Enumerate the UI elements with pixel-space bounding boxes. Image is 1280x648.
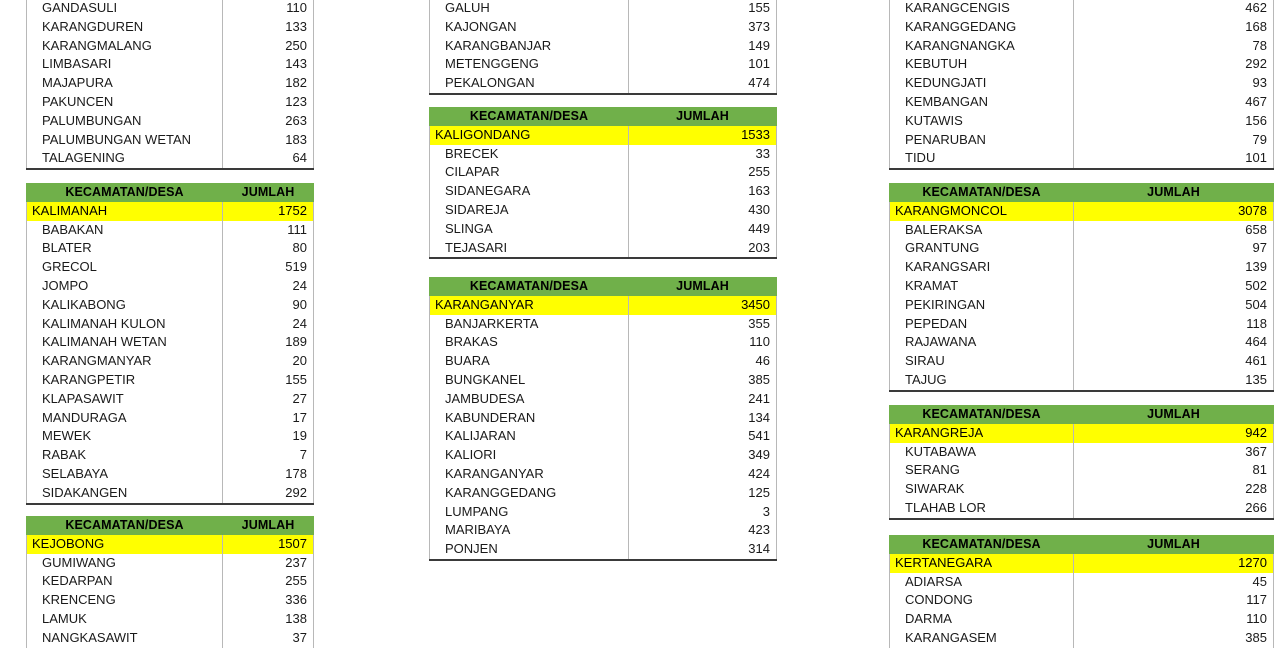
village-count-cell[interactable]: 228 [1074, 480, 1274, 499]
village-count-cell[interactable]: 97 [1074, 239, 1274, 258]
village-name-cell[interactable]: KARANGMANYAR [27, 352, 223, 371]
village-count-cell[interactable]: 658 [1074, 221, 1274, 240]
village-name-cell[interactable]: PENARUBAN [890, 131, 1074, 150]
village-count-cell[interactable]: 163 [629, 182, 777, 201]
village-count-cell[interactable]: 266 [1074, 499, 1274, 519]
table-row[interactable] [27, 131, 314, 150]
village-count-cell[interactable]: 462 [1074, 0, 1274, 18]
table-row[interactable] [890, 499, 1274, 519]
table-row[interactable] [27, 390, 314, 409]
table-header-row [430, 107, 777, 126]
table-row[interactable] [27, 629, 314, 648]
district-row[interactable] [890, 202, 1274, 221]
table-row[interactable] [430, 18, 777, 37]
village-count-cell[interactable]: 81 [1074, 461, 1274, 480]
village-name-cell[interactable]: KARANGNANGKA [890, 37, 1074, 56]
village-count-cell[interactable]: 237 [223, 554, 314, 573]
table-row[interactable] [27, 277, 314, 296]
table-row[interactable] [430, 315, 777, 334]
village-count-cell[interactable]: 110 [1074, 610, 1274, 629]
table-row[interactable] [890, 93, 1274, 112]
column-header-kecamatan-desa: KECAMATAN/DESA [430, 107, 629, 126]
table-karanganyar-continued [889, 0, 1274, 170]
village-name-cell[interactable]: JOMPO [27, 277, 223, 296]
village-name-cell[interactable]: MARIBAYA [430, 521, 629, 540]
table-row[interactable] [27, 465, 314, 484]
village-name-cell[interactable]: KLAPASAWIT [27, 390, 223, 409]
district-name-cell[interactable]: KARANGREJA [890, 424, 1074, 443]
village-name-cell[interactable]: KUTABAWA [890, 443, 1074, 462]
village-count-cell[interactable]: 373 [629, 18, 777, 37]
village-count-cell[interactable]: 33 [629, 145, 777, 164]
village-name-cell[interactable]: RABAK [27, 446, 223, 465]
table-header-row [890, 183, 1274, 202]
village-count-cell[interactable]: 117 [1074, 591, 1274, 610]
village-name-cell[interactable]: SLINGA [430, 220, 629, 239]
village-name-cell[interactable]: BRECEK [430, 145, 629, 164]
village-name-cell[interactable]: KALIKABONG [27, 296, 223, 315]
table-row[interactable] [27, 446, 314, 465]
village-count-cell[interactable]: 155 [629, 0, 777, 18]
table-row[interactable] [430, 540, 777, 560]
village-name-cell[interactable]: TLAHAB LOR [890, 499, 1074, 519]
table-row[interactable] [430, 521, 777, 540]
column-header-kecamatan-desa: KECAMATAN/DESA [890, 405, 1074, 424]
village-name-cell[interactable]: CONDONG [890, 591, 1074, 610]
village-count-cell[interactable]: 118 [1074, 315, 1274, 334]
village-count-cell[interactable]: 110 [223, 0, 314, 18]
district-name-cell[interactable]: KARANGANYAR [430, 296, 629, 315]
district-name-cell[interactable]: KEJOBONG [27, 535, 223, 554]
village-name-cell[interactable]: PAKUNCEN [27, 93, 223, 112]
village-name-cell[interactable]: KRAMAT [890, 277, 1074, 296]
village-name-cell[interactable]: MEWEK [27, 427, 223, 446]
table-header-row [430, 277, 777, 296]
village-count-cell[interactable]: 314 [629, 540, 777, 560]
table-row[interactable] [890, 239, 1274, 258]
village-name-cell[interactable]: MANDURAGA [27, 409, 223, 428]
table-row[interactable] [430, 484, 777, 503]
district-total-cell[interactable]: 1270 [1074, 554, 1274, 573]
table-row[interactable] [27, 409, 314, 428]
village-name-cell[interactable]: KRENCENG [27, 591, 223, 610]
column-header-kecamatan-desa: KECAMATAN/DESA [890, 535, 1074, 554]
table-row[interactable] [890, 131, 1274, 150]
table-row[interactable] [430, 409, 777, 428]
table-row[interactable] [27, 371, 314, 390]
table-row[interactable] [27, 239, 314, 258]
village-count-cell[interactable]: 20 [223, 352, 314, 371]
village-name-cell[interactable]: TALAGENING [27, 149, 223, 169]
village-count-cell[interactable]: 203 [629, 239, 777, 259]
column-header-jumlah: JUMLAH [223, 183, 314, 202]
village-count-cell[interactable]: 156 [1074, 112, 1274, 131]
table-row[interactable] [430, 446, 777, 465]
village-count-cell[interactable]: 250 [223, 37, 314, 56]
village-count-cell[interactable]: 255 [223, 572, 314, 591]
village-name-cell[interactable]: PEKALONGAN [430, 74, 629, 94]
table-row[interactable] [890, 629, 1274, 648]
village-count-cell[interactable]: 90 [223, 296, 314, 315]
village-count-cell[interactable]: 110 [629, 333, 777, 352]
village-name-cell[interactable]: LUMPANG [430, 503, 629, 522]
village-count-cell[interactable]: 263 [223, 112, 314, 131]
column-header-jumlah: JUMLAH [629, 277, 777, 296]
village-name-cell[interactable]: DARMA [890, 610, 1074, 629]
village-count-cell[interactable]: 123 [223, 93, 314, 112]
table-row[interactable] [890, 352, 1274, 371]
village-count-cell[interactable]: 64 [223, 149, 314, 169]
table-row[interactable] [27, 333, 314, 352]
village-count-cell[interactable]: 45 [1074, 573, 1274, 592]
table-row[interactable] [890, 0, 1274, 18]
village-name-cell[interactable]: KALIMANAH WETAN [27, 333, 223, 352]
village-count-cell[interactable]: 46 [629, 352, 777, 371]
village-name-cell[interactable]: PONJEN [430, 540, 629, 560]
table-row[interactable] [890, 591, 1274, 610]
table-row[interactable] [27, 258, 314, 277]
village-name-cell[interactable]: RAJAWANA [890, 333, 1074, 352]
village-count-cell[interactable]: 143 [223, 55, 314, 74]
table-row[interactable] [430, 390, 777, 409]
village-count-cell[interactable]: 183 [223, 131, 314, 150]
column-header-kecamatan-desa: KECAMATAN/DESA [27, 183, 223, 202]
district-row[interactable] [890, 424, 1274, 443]
village-count-cell[interactable]: 27 [223, 390, 314, 409]
village-count-cell[interactable]: 24 [223, 277, 314, 296]
table-row[interactable] [430, 220, 777, 239]
village-count-cell[interactable]: 168 [1074, 18, 1274, 37]
table-karangmoncol-continued [26, 0, 314, 170]
village-name-cell[interactable]: BANJARKERTA [430, 315, 629, 334]
table-row[interactable] [27, 610, 314, 629]
village-count-cell[interactable]: 78 [1074, 37, 1274, 56]
table-row[interactable] [890, 74, 1274, 93]
district-name-cell[interactable]: KALIMANAH [27, 202, 223, 221]
village-name-cell[interactable]: PEKIRINGAN [890, 296, 1074, 315]
table-row[interactable] [890, 277, 1274, 296]
village-name-cell[interactable]: GANDASULI [27, 0, 223, 18]
column-header-jumlah: JUMLAH [1074, 535, 1274, 554]
village-count-cell[interactable]: 37 [223, 629, 314, 648]
village-count-cell[interactable]: 189 [223, 333, 314, 352]
village-name-cell[interactable]: KARANGPETIR [27, 371, 223, 390]
column-header-jumlah: JUMLAH [223, 516, 314, 535]
village-count-cell[interactable]: 241 [629, 390, 777, 409]
table-row[interactable] [890, 333, 1274, 352]
village-name-cell[interactable]: SIDAREJA [430, 201, 629, 220]
table-header-row [890, 535, 1274, 554]
village-count-cell[interactable]: 336 [223, 591, 314, 610]
village-count-cell[interactable]: 139 [1074, 258, 1274, 277]
village-name-cell[interactable]: SIWARAK [890, 480, 1074, 499]
column-header-kecamatan-desa: KECAMATAN/DESA [430, 277, 629, 296]
village-count-cell[interactable]: 430 [629, 201, 777, 220]
village-count-cell[interactable]: 182 [223, 74, 314, 93]
table-row[interactable] [430, 333, 777, 352]
table-row[interactable] [890, 55, 1274, 74]
table-header-row [27, 516, 314, 535]
village-name-cell[interactable]: KARANGASEM [890, 629, 1074, 648]
table-row[interactable] [27, 315, 314, 334]
village-name-cell[interactable]: SIDANEGARA [430, 182, 629, 201]
table-row[interactable] [27, 221, 314, 240]
village-count-cell[interactable]: 133 [223, 18, 314, 37]
table-row[interactable] [430, 74, 777, 94]
table-row[interactable] [430, 239, 777, 259]
table-row[interactable] [890, 461, 1274, 480]
village-count-cell[interactable]: 424 [629, 465, 777, 484]
village-name-cell[interactable]: BRAKAS [430, 333, 629, 352]
table-kertanegara [889, 535, 1274, 648]
village-count-cell[interactable]: 19 [223, 427, 314, 446]
district-row[interactable] [890, 554, 1274, 573]
table-row[interactable] [27, 352, 314, 371]
table-row[interactable] [890, 296, 1274, 315]
village-name-cell[interactable]: LAMUK [27, 610, 223, 629]
village-name-cell[interactable]: GUMIWANG [27, 554, 223, 573]
village-count-cell[interactable]: 138 [223, 610, 314, 629]
village-name-cell[interactable]: BABAKAN [27, 221, 223, 240]
village-name-cell[interactable]: KAJONGAN [430, 18, 629, 37]
table-row[interactable] [890, 573, 1274, 592]
village-count-cell[interactable]: 449 [629, 220, 777, 239]
village-count-cell[interactable]: 355 [629, 315, 777, 334]
table-row[interactable] [430, 37, 777, 56]
district-total-cell[interactable]: 942 [1074, 424, 1274, 443]
village-name-cell[interactable]: KALIJARAN [430, 427, 629, 446]
village-name-cell[interactable]: GRANTUNG [890, 239, 1074, 258]
district-row[interactable] [27, 202, 314, 221]
table-kalimanah-continued [429, 0, 777, 95]
village-count-cell[interactable]: 93 [1074, 74, 1274, 93]
table-row[interactable] [890, 443, 1274, 462]
table-row[interactable] [27, 572, 314, 591]
village-count-cell[interactable]: 178 [223, 465, 314, 484]
district-name-cell[interactable]: KERTANEGARA [890, 554, 1074, 573]
table-kalimanah [26, 183, 314, 505]
village-count-cell[interactable]: 292 [223, 484, 314, 504]
village-name-cell[interactable]: KUTAWIS [890, 112, 1074, 131]
village-name-cell[interactable]: KARANGGEDANG [890, 18, 1074, 37]
village-count-cell[interactable]: 423 [629, 521, 777, 540]
village-count-cell[interactable]: 292 [1074, 55, 1274, 74]
village-name-cell[interactable]: GRECOL [27, 258, 223, 277]
column-header-jumlah: JUMLAH [629, 107, 777, 126]
table-kaligondang [429, 107, 777, 259]
table-row[interactable] [430, 427, 777, 446]
village-name-cell[interactable]: BUARA [430, 352, 629, 371]
table-row[interactable] [430, 0, 777, 18]
village-count-cell[interactable]: 125 [629, 484, 777, 503]
village-count-cell[interactable]: 80 [223, 239, 314, 258]
district-row[interactable] [430, 296, 777, 315]
village-count-cell[interactable]: 502 [1074, 277, 1274, 296]
table-karangreja [889, 405, 1274, 520]
village-name-cell[interactable]: JAMBUDESA [430, 390, 629, 409]
village-name-cell[interactable]: KARANGCENGIS [890, 0, 1074, 18]
village-name-cell[interactable]: BUNGKANEL [430, 371, 629, 390]
village-count-cell[interactable]: 134 [629, 409, 777, 428]
village-count-cell[interactable]: 367 [1074, 443, 1274, 462]
village-count-cell[interactable]: 135 [1074, 371, 1274, 391]
village-count-cell[interactable]: 385 [629, 371, 777, 390]
table-row[interactable] [890, 258, 1274, 277]
village-name-cell[interactable]: BALERAKSA [890, 221, 1074, 240]
village-name-cell[interactable]: ADIARSA [890, 573, 1074, 592]
village-name-cell[interactable]: CILAPAR [430, 163, 629, 182]
village-name-cell[interactable]: KALIMANAH KULON [27, 315, 223, 334]
table-row[interactable] [430, 201, 777, 220]
column-header-kecamatan-desa: KECAMATAN/DESA [27, 516, 223, 535]
village-count-cell[interactable]: 464 [1074, 333, 1274, 352]
village-name-cell[interactable]: SELABAYA [27, 465, 223, 484]
village-count-cell[interactable]: 255 [629, 163, 777, 182]
village-name-cell[interactable]: LIMBASARI [27, 55, 223, 74]
table-karangmoncol [889, 183, 1274, 392]
village-count-cell[interactable]: 461 [1074, 352, 1274, 371]
village-name-cell[interactable]: KEBUTUH [890, 55, 1074, 74]
table-row[interactable] [27, 112, 314, 131]
table-row[interactable] [27, 296, 314, 315]
table-row[interactable] [890, 371, 1274, 391]
table-row[interactable] [430, 371, 777, 390]
village-count-cell[interactable]: 155 [223, 371, 314, 390]
village-name-cell[interactable]: KARANGSARI [890, 258, 1074, 277]
village-name-cell[interactable]: KEMBANGAN [890, 93, 1074, 112]
district-total-cell[interactable]: 1507 [223, 535, 314, 554]
table-row[interactable] [890, 315, 1274, 334]
table-kejobong [26, 516, 314, 648]
village-name-cell[interactable]: KEDARPAN [27, 572, 223, 591]
table-row[interactable] [890, 610, 1274, 629]
village-count-cell[interactable]: 519 [223, 258, 314, 277]
village-name-cell[interactable]: KARANGMALANG [27, 37, 223, 56]
village-count-cell[interactable]: 7 [223, 446, 314, 465]
village-name-cell[interactable]: TEJASARI [430, 239, 629, 259]
table-row[interactable] [890, 221, 1274, 240]
village-name-cell[interactable]: TIDU [890, 149, 1074, 169]
village-name-cell[interactable]: GALUH [430, 0, 629, 18]
village-count-cell[interactable]: 101 [629, 55, 777, 74]
village-count-cell[interactable]: 385 [1074, 629, 1274, 648]
table-row[interactable] [27, 93, 314, 112]
village-name-cell[interactable]: PALUMBUNGAN WETAN [27, 131, 223, 150]
village-count-cell[interactable]: 474 [629, 74, 777, 94]
village-name-cell[interactable]: KARANGANYAR [430, 465, 629, 484]
district-row[interactable] [430, 126, 777, 145]
village-name-cell[interactable]: PEPEDAN [890, 315, 1074, 334]
column-header-jumlah: JUMLAH [1074, 183, 1274, 202]
village-count-cell[interactable]: 24 [223, 315, 314, 334]
table-row[interactable] [890, 112, 1274, 131]
village-name-cell[interactable]: TAJUG [890, 371, 1074, 391]
village-name-cell[interactable]: MAJAPURA [27, 74, 223, 93]
table-row[interactable] [890, 149, 1274, 169]
table-row[interactable] [27, 427, 314, 446]
village-name-cell[interactable]: SIDAKANGEN [27, 484, 223, 504]
district-name-cell[interactable]: KALIGONDANG [430, 126, 629, 145]
village-name-cell[interactable]: KEDUNGJATI [890, 74, 1074, 93]
village-count-cell[interactable]: 149 [629, 37, 777, 56]
table-row[interactable] [27, 37, 314, 56]
table-row[interactable] [27, 554, 314, 573]
table-row[interactable] [27, 484, 314, 504]
village-name-cell[interactable]: NANGKASAWIT [27, 629, 223, 648]
village-name-cell[interactable]: PALUMBUNGAN [27, 112, 223, 131]
table-row[interactable] [27, 18, 314, 37]
village-count-cell[interactable]: 3 [629, 503, 777, 522]
village-name-cell[interactable]: SERANG [890, 461, 1074, 480]
village-count-cell[interactable]: 111 [223, 221, 314, 240]
village-name-cell[interactable]: SIRAU [890, 352, 1074, 371]
village-name-cell[interactable]: KARANGBANJAR [430, 37, 629, 56]
village-name-cell[interactable]: KABUNDERAN [430, 409, 629, 428]
village-count-cell[interactable]: 504 [1074, 296, 1274, 315]
table-row[interactable] [430, 163, 777, 182]
table-row[interactable] [430, 465, 777, 484]
village-name-cell[interactable]: BLATER [27, 239, 223, 258]
village-count-cell[interactable]: 541 [629, 427, 777, 446]
village-count-cell[interactable]: 467 [1074, 93, 1274, 112]
table-row[interactable] [890, 18, 1274, 37]
table-header-row [27, 183, 314, 202]
table-row[interactable] [890, 37, 1274, 56]
village-name-cell[interactable]: METENGGENG [430, 55, 629, 74]
village-count-cell[interactable]: 349 [629, 446, 777, 465]
district-row[interactable] [27, 535, 314, 554]
table-row[interactable] [430, 352, 777, 371]
table-row[interactable] [430, 55, 777, 74]
village-count-cell[interactable]: 79 [1074, 131, 1274, 150]
table-karanganyar [429, 277, 777, 561]
table-row[interactable] [430, 182, 777, 201]
column-header-jumlah: JUMLAH [1074, 405, 1274, 424]
district-total-cell[interactable]: 1752 [223, 202, 314, 221]
village-count-cell[interactable]: 17 [223, 409, 314, 428]
village-name-cell[interactable]: KALIORI [430, 446, 629, 465]
table-row[interactable] [430, 145, 777, 164]
district-total-cell[interactable]: 1533 [629, 126, 777, 145]
table-row[interactable] [27, 0, 314, 18]
table-row[interactable] [27, 149, 314, 169]
table-row[interactable] [27, 55, 314, 74]
district-total-cell[interactable]: 3450 [629, 296, 777, 315]
village-count-cell[interactable]: 101 [1074, 149, 1274, 169]
district-total-cell[interactable]: 3078 [1074, 202, 1274, 221]
table-row[interactable] [430, 503, 777, 522]
column-header-kecamatan-desa: KECAMATAN/DESA [890, 183, 1074, 202]
table-row[interactable] [27, 591, 314, 610]
village-name-cell[interactable]: KARANGDUREN [27, 18, 223, 37]
table-row[interactable] [27, 74, 314, 93]
district-name-cell[interactable]: KARANGMONCOL [890, 202, 1074, 221]
table-row[interactable] [890, 480, 1274, 499]
table-header-row [890, 405, 1274, 424]
village-name-cell[interactable]: KARANGGEDANG [430, 484, 629, 503]
